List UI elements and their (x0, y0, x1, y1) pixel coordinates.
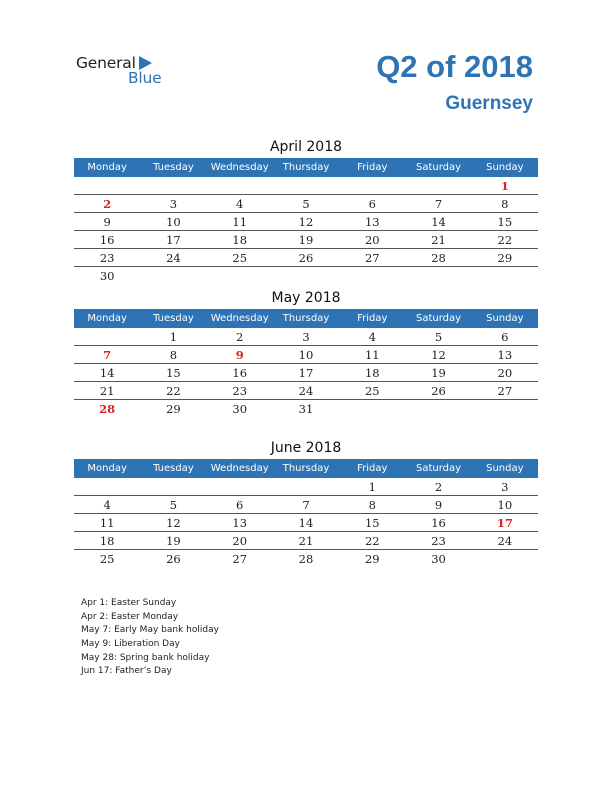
day-cell: 14 (74, 364, 140, 382)
day-cell: 17 (273, 364, 339, 382)
month-title: June 2018 (270, 440, 342, 456)
day-cell: 29 (166, 401, 181, 416)
day-cell: 27 (339, 249, 405, 267)
month-title: May 2018 (271, 290, 341, 306)
day-cell: 4 (339, 328, 405, 346)
day-cell: 15 (140, 364, 206, 382)
calendar-table (74, 158, 538, 284)
day-cell (472, 550, 538, 568)
page-title: Q2 of 2018 (376, 49, 533, 84)
logo-flag-icon (139, 56, 152, 70)
day-cell: 7 (405, 195, 471, 213)
weekday-header: Saturday (405, 309, 471, 328)
holiday-note: May 9: Liberation Day (81, 639, 180, 650)
day-cell: 2 (405, 478, 471, 496)
day-cell (74, 478, 140, 496)
day-cell: 14 (273, 514, 339, 532)
day-cell: 28 (99, 401, 116, 416)
week-row (74, 328, 538, 346)
day-cell: 29 (472, 249, 538, 267)
month-title: April 2018 (269, 139, 343, 155)
day-cell: 10 (273, 346, 339, 364)
weekday-header: Friday (339, 459, 405, 478)
logo-word-general: General (76, 54, 136, 72)
weekday-header: Monday (74, 309, 140, 328)
day-cell (472, 400, 538, 418)
day-cell: 3 (140, 195, 206, 213)
week-row (74, 496, 538, 514)
day-cell (273, 177, 339, 195)
day-cell: 1 (339, 478, 405, 496)
day-cell: 6 (472, 328, 538, 346)
day-cell: 9 (74, 213, 140, 231)
day-cell: 18 (74, 532, 140, 550)
weekday-header: Thursday (273, 459, 339, 478)
day-cell (140, 478, 206, 496)
day-cell: 17 (472, 514, 538, 532)
day-cell (207, 267, 273, 285)
week-row (74, 249, 538, 267)
day-cell: 8 (472, 195, 538, 213)
weekday-header: Friday (339, 158, 405, 177)
weekday-header: Monday (74, 459, 140, 478)
month-may (74, 287, 538, 417)
day-cell: 2 (207, 328, 273, 346)
day-cell: 16 (405, 514, 471, 532)
day-cell: 7 (74, 346, 140, 364)
day-cell (74, 177, 140, 195)
weekday-header: Wednesday (207, 158, 273, 177)
weekday-header: Sunday (472, 158, 538, 177)
weekday-header: Friday (339, 309, 405, 328)
day-cell (405, 267, 471, 285)
day-cell: 1 (472, 177, 538, 195)
day-cell: 29 (364, 551, 380, 566)
day-cell: 22 (140, 382, 206, 400)
day-cell: 21 (74, 382, 140, 400)
day-cell: 22 (339, 532, 405, 550)
day-cell: 11 (207, 213, 273, 231)
day-cell: 5 (140, 496, 206, 514)
week-row (74, 382, 538, 400)
day-cell: 15 (472, 213, 538, 231)
day-cell: 5 (273, 195, 339, 213)
day-cell: 16 (74, 231, 140, 249)
day-cell: 6 (339, 195, 405, 213)
day-cell (140, 267, 206, 285)
day-cell: 8 (339, 496, 405, 514)
day-cell: 26 (405, 382, 471, 400)
holiday-note: Apr 2: Easter Monday (81, 611, 179, 622)
day-cell: 30 (232, 401, 248, 416)
day-cell: 18 (207, 231, 273, 249)
day-cell (472, 267, 538, 285)
day-cell: 20 (339, 231, 405, 249)
weekday-header: Tuesday (140, 158, 206, 177)
day-cell: 11 (339, 346, 405, 364)
day-cell: 9 (207, 346, 273, 364)
week-row (74, 532, 538, 550)
day-cell: 6 (207, 496, 273, 514)
day-cell: 24 (273, 382, 339, 400)
day-cell: 28 (405, 249, 471, 267)
day-cell: 5 (405, 328, 471, 346)
holiday-note: May 7: Early May bank holiday (81, 625, 219, 636)
day-cell: 4 (74, 496, 140, 514)
calendar-table (74, 459, 538, 567)
week-row (74, 267, 538, 285)
day-cell: 23 (207, 382, 273, 400)
day-cell: 21 (273, 532, 339, 550)
month-june (74, 437, 538, 567)
day-cell: 13 (472, 346, 538, 364)
day-cell: 26 (166, 551, 181, 566)
day-cell: 3 (472, 478, 538, 496)
weekday-header: Tuesday (140, 459, 206, 478)
month-april (74, 136, 538, 284)
day-cell: 1 (140, 328, 206, 346)
day-cell: 30 (99, 268, 115, 283)
day-cell: 13 (207, 514, 273, 532)
holiday-note: May 28: Spring bank holiday (81, 652, 210, 663)
day-cell (207, 478, 273, 496)
week-row (74, 478, 538, 496)
day-cell: 14 (405, 213, 471, 231)
day-cell: 20 (472, 364, 538, 382)
week-row (74, 346, 538, 364)
day-cell (339, 400, 405, 418)
day-cell: 2 (74, 195, 140, 213)
weekday-header: Saturday (405, 459, 471, 478)
weekday-header: Wednesday (207, 459, 273, 478)
day-cell: 11 (74, 514, 140, 532)
week-row (74, 364, 538, 382)
week-row (74, 177, 538, 195)
day-cell: 27 (472, 382, 538, 400)
day-cell: 7 (273, 496, 339, 514)
week-row (74, 550, 538, 568)
day-cell: 3 (273, 328, 339, 346)
day-cell: 16 (207, 364, 273, 382)
day-cell: 24 (140, 249, 206, 267)
day-cell: 23 (405, 532, 471, 550)
day-cell: 4 (207, 195, 273, 213)
week-row (74, 514, 538, 532)
day-cell: 24 (472, 532, 538, 550)
weekday-header: Thursday (273, 158, 339, 177)
day-cell: 18 (339, 364, 405, 382)
day-cell: 12 (273, 213, 339, 231)
logo-word-blue: Blue (128, 69, 162, 87)
holiday-note: Jun 17: Father’s Day (81, 666, 172, 677)
day-cell: 27 (232, 551, 248, 566)
day-cell: 22 (472, 231, 538, 249)
day-cell: 25 (339, 382, 405, 400)
day-cell: 15 (339, 514, 405, 532)
week-row (74, 231, 538, 249)
day-cell: 8 (140, 346, 206, 364)
day-cell: 31 (298, 401, 314, 416)
day-cell (339, 267, 405, 285)
day-cell (273, 267, 339, 285)
day-cell (74, 328, 140, 346)
weekday-header: Thursday (273, 309, 339, 328)
day-cell: 12 (405, 346, 471, 364)
holiday-notes (81, 597, 219, 679)
day-cell (339, 177, 405, 195)
weekday-header: Sunday (472, 459, 538, 478)
day-cell: 20 (207, 532, 273, 550)
day-cell: 19 (140, 532, 206, 550)
day-cell: 23 (74, 249, 140, 267)
day-cell: 13 (339, 213, 405, 231)
day-cell (140, 177, 206, 195)
day-cell: 17 (140, 231, 206, 249)
logo (76, 54, 176, 88)
weekday-header: Wednesday (207, 309, 273, 328)
weekday-header: Saturday (405, 158, 471, 177)
weekday-header: Monday (74, 158, 140, 177)
day-cell: 10 (472, 496, 538, 514)
day-cell: 10 (140, 213, 206, 231)
day-cell: 26 (273, 249, 339, 267)
day-cell: 25 (207, 249, 273, 267)
day-cell: 9 (405, 496, 471, 514)
day-cell (405, 177, 471, 195)
day-cell: 21 (405, 231, 471, 249)
day-cell: 30 (431, 551, 446, 566)
weekday-header: Sunday (472, 309, 538, 328)
day-cell (207, 177, 273, 195)
weekday-header: Tuesday (140, 309, 206, 328)
day-cell (405, 400, 471, 418)
calendar-table (74, 309, 538, 417)
holiday-note: Apr 1: Easter Sunday (81, 598, 177, 608)
week-row (74, 195, 538, 213)
day-cell: 19 (405, 364, 471, 382)
day-cell: 12 (140, 514, 206, 532)
day-cell: 25 (99, 551, 115, 566)
day-cell (273, 478, 339, 496)
page-subtitle: Guernsey (445, 93, 533, 114)
day-cell: 28 (298, 551, 314, 566)
day-cell: 19 (273, 231, 339, 249)
week-row (74, 213, 538, 231)
week-row (74, 400, 538, 418)
